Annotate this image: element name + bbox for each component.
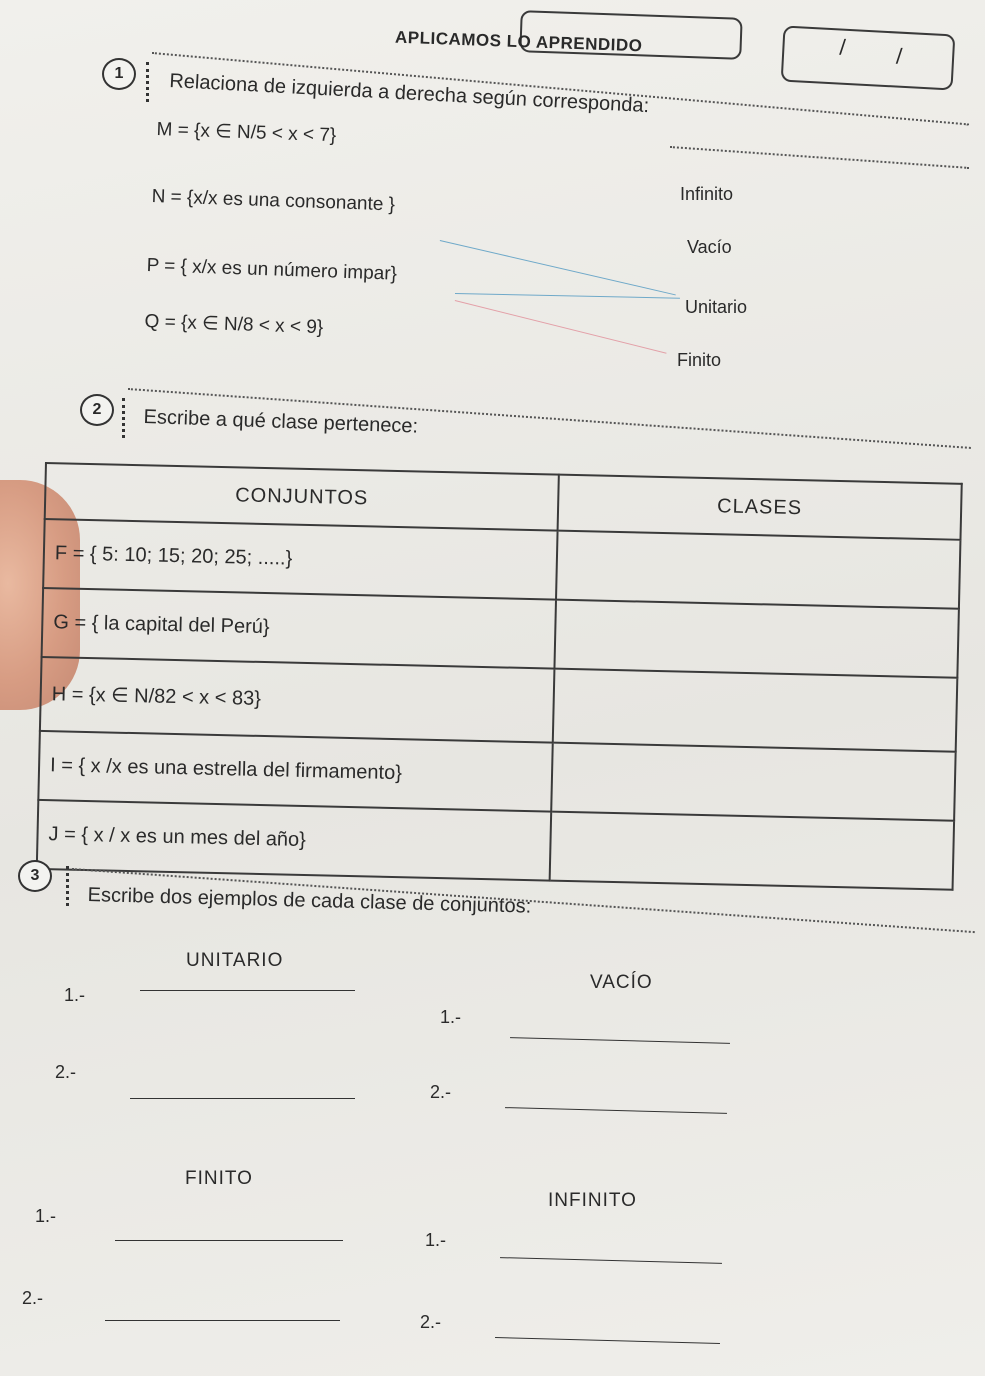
- dotted-divider: [66, 866, 69, 906]
- infinito-item-2: 2.-: [420, 1312, 442, 1332]
- infinito-item-1: 1.-: [425, 1230, 447, 1250]
- heading-vacio: VACÍO: [590, 972, 653, 993]
- class-answer-cell[interactable]: [550, 811, 955, 889]
- unitario-item-2: 2.-: [55, 1062, 77, 1082]
- question-2-instruction: Escribe a qué clase pertenece:: [143, 406, 419, 438]
- finito-item-1: 1.-: [35, 1206, 57, 1226]
- slash-mark: /: [838, 34, 847, 60]
- set-n: N = {x/x es una consonante }: [151, 186, 396, 216]
- class-answer-cell[interactable]: [556, 531, 961, 609]
- option-finito: Finito: [677, 350, 722, 370]
- class-answer-cell[interactable]: [551, 742, 956, 820]
- vacio-item-2: 2.-: [430, 1082, 452, 1102]
- set-i: I = { x /x es una estrella del firmamento}: [38, 731, 552, 812]
- set-g: G = { la capital del Perú}: [42, 588, 556, 669]
- question-3-instruction: Escribe dos ejemplos de cada clase de conjuntos:: [87, 884, 532, 918]
- question-1-instruction: Relaciona de izquierda a derecha según corresponda:: [168, 70, 650, 118]
- answer-blank[interactable]: [130, 1098, 355, 1099]
- page-title: APLICAMOS LO APRENDIDO: [394, 27, 643, 56]
- vacio-item-1: 1.-: [440, 1007, 462, 1027]
- heading-unitario: UNITARIO: [186, 950, 284, 971]
- header-clases: CLASES: [558, 475, 962, 540]
- class-answer-cell[interactable]: [554, 600, 959, 678]
- answer-blank[interactable]: [115, 1240, 343, 1241]
- set-p: P = { x/x es un número impar}: [146, 255, 398, 285]
- header-conjuntos: CONJUNTOS: [45, 463, 559, 531]
- finito-item-2: 2.-: [22, 1288, 44, 1308]
- set-h: H = {x ∈ N/82 < x < 83}: [40, 657, 554, 742]
- option-unitario: Unitario: [685, 297, 748, 317]
- dotted-divider: [146, 62, 149, 102]
- set-j: J = { x / x es un mes del año}: [37, 800, 551, 881]
- question-number-2: 2: [80, 394, 114, 426]
- set-m: M = {x ∈ N/5 < x < 7}: [156, 118, 337, 147]
- classification-table: [36, 462, 963, 891]
- slash-mark: /: [895, 43, 903, 69]
- question-number-1: 1: [102, 58, 136, 90]
- heading-finito: FINITO: [185, 1168, 253, 1189]
- header-box-right: [781, 26, 956, 91]
- set-f: F = { 5: 10; 15; 20; 25; .....}: [43, 519, 557, 600]
- option-infinito: Infinito: [680, 184, 734, 204]
- answer-blank[interactable]: [140, 990, 355, 991]
- unitario-item-1: 1.-: [64, 985, 86, 1005]
- heading-infinito: INFINITO: [548, 1190, 637, 1211]
- option-vacio: Vacío: [687, 237, 732, 257]
- answer-blank[interactable]: [105, 1320, 340, 1321]
- question-number-3: 3: [18, 860, 52, 892]
- set-q: Q = {x ∈ N/8 < x < 9}: [144, 310, 324, 339]
- dotted-divider: [122, 398, 125, 438]
- class-answer-cell[interactable]: [553, 669, 958, 751]
